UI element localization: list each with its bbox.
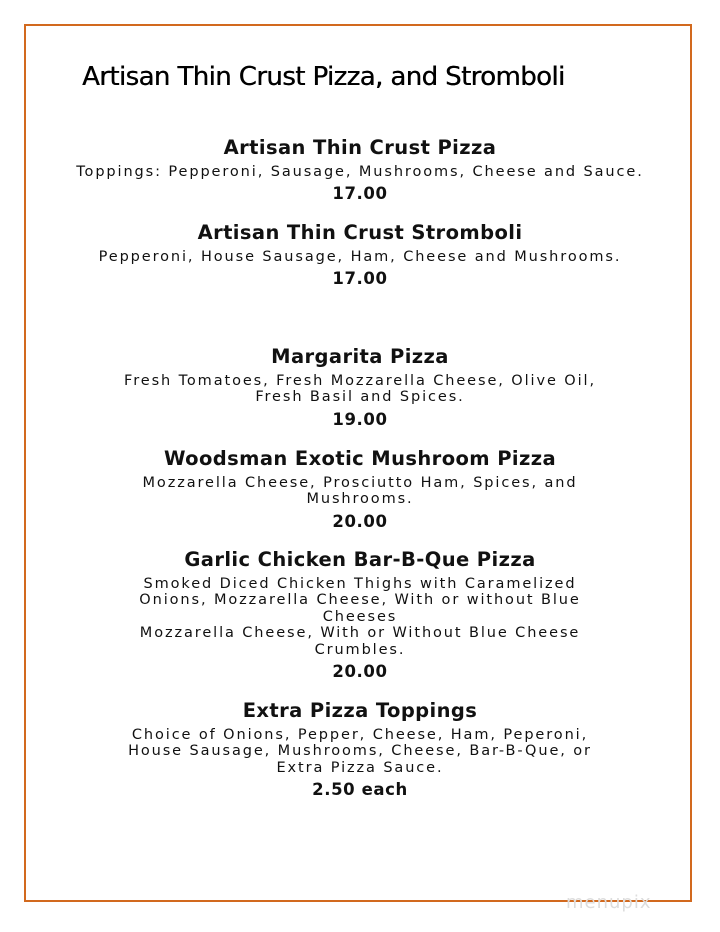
item-description: Toppings: Pepperoni, Sausage, Mushrooms, Cheese and Sauce. [76,164,644,180]
menu-item-margarita-pizza [40,345,680,430]
item-description: Mozzarella Cheese, Prosciutto Ham, Spices, and Mushrooms. [142,475,578,508]
item-price: 17.00 [332,269,388,289]
page-title: Artisan Thin Crust Pizza, and Stromboli [82,62,565,92]
item-description: Pepperoni, House Sausage, Ham, Cheese and Mushrooms. [98,249,622,265]
item-name: Garlic Chicken Bar-B-Que Pizza [184,548,536,571]
item-price: 20.00 [332,662,388,682]
watermark-logo: menupix [566,892,652,913]
item-name: Extra Pizza Toppings [242,699,478,722]
menu-item-garlic-chicken-pizza [40,548,680,682]
item-price: 2.50 each [312,780,408,800]
item-description: Smoked Diced Chicken Thighs with Caramelized Onions, Mozzarella Cheese, With or without Blue Cheeses Mozzarella Cheese, With or Without Blue Cheese Crumbles. [139,576,581,658]
item-description: Fresh Tomatoes, Fresh Mozzarella Cheese, Olive Oil, Fresh Basil and Spices. [124,373,596,406]
item-name: Margarita Pizza [271,345,449,368]
item-price: 20.00 [332,511,388,531]
item-price: 17.00 [332,184,388,204]
item-description: Choice of Onions, Pepper, Cheese, Ham, Peperoni, House Sausage, Mushrooms, Cheese, Bar-B-Que, or Extra Pizza Sauce. [128,727,592,776]
menu-item-artisan-pizza [40,136,680,204]
item-name: Woodsman Exotic Mushroom Pizza [163,447,557,470]
item-name: Artisan Thin Crust Pizza [223,136,497,159]
item-name: Artisan Thin Crust Stromboli [197,221,523,244]
item-price: 19.00 [332,409,388,429]
menu-item-extra-toppings [40,699,680,800]
menu-item-artisan-stromboli [40,221,680,289]
menu-item-woodsman-pizza [40,447,680,532]
